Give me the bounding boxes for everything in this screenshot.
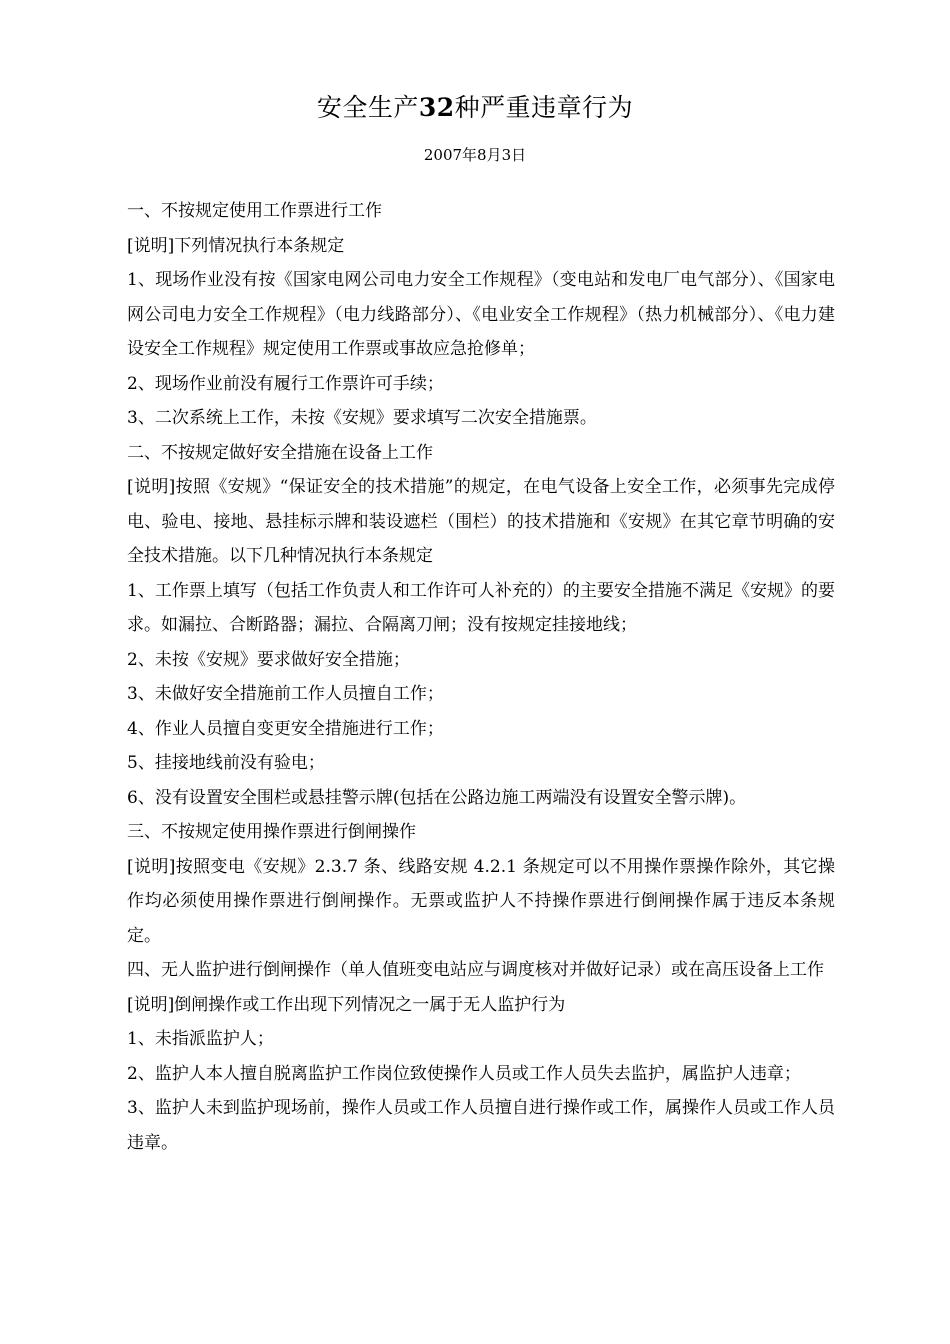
section-heading-2: 二、不按规定做好安全措施在设备上工作: [127, 442, 433, 463]
title-number: 32: [418, 93, 455, 122]
title-text-before: 安全生产: [316, 93, 419, 122]
section-4-item-2: 2、监护人本人擅自脱离监护工作岗位致使操作人员或工作人员失去监护，属监护人违章；: [127, 1063, 801, 1084]
section-2-item-4: 4、作业人员擅自变更安全措施进行工作；: [127, 718, 444, 739]
section-note-4: [说明]倒闸操作或工作出现下列情况之一属于无人监护行为: [127, 994, 566, 1015]
document-date: 2007年8月3日: [423, 146, 527, 164]
section-heading-3: 三、不按规定使用操作票进行倒闸操作: [127, 822, 416, 842]
section-2-item-5: 5、挂接地线前没有验电；: [127, 753, 325, 773]
section-4-item-3: 3、监护人未到监护现场前，操作人员或工作人员擅自进行操作或工作，属操作人员或工作人员违章。: [127, 1098, 835, 1153]
section-2-item-6: 6、没有设置安全围栏或悬挂警示牌(包括在公路边施工两端没有设置安全警示牌)。: [127, 787, 747, 808]
section-2-item-3: 3、未做好安全措施前工作人员擅自工作；: [127, 684, 444, 704]
section-heading-4: 四、无人监护进行倒闸操作（单人值班变电站应与调度核对并做好记录）或在高压设备上工作: [127, 960, 824, 980]
section-2-item-2: 2、未按《安规》要求做好安全措施；: [127, 649, 410, 670]
section-2-item-1: 1、工作票上填写（包括工作负责人和工作许可人补充的）的主要安全措施不满足《安规》的要求。如漏拉、合断路器；漏拉、合隔离刀闸；没有按规定挂接地线；: [127, 580, 835, 635]
section-4-item-1: 1、未指派监护人；: [127, 1029, 274, 1049]
section-1-item-1: 1、现场作业没有按《国家电网公司电力安全工作规程》（变电站和发电厂电气部分）、《国家电网公司电力安全工作规程》（电力线路部分）、《电业安全工作规程》（热力机械部分）、《电力建设安全工作规程》规定使用工作票或事故应急抢修单；: [127, 270, 835, 359]
section-heading-1: 一、不按规定使用工作票进行工作: [127, 201, 382, 221]
section-1-item-2: 2、现场作业前没有履行工作票许可手续；: [127, 373, 444, 394]
document-title: [0, 88, 950, 128]
title-text-after: 种严重违章行为: [454, 93, 634, 122]
section-1-item-3: 3、二次系统上工作，未按《安规》要求填写二次安全措施票。: [127, 408, 597, 428]
document-body: [127, 194, 835, 1160]
section-note-2: [说明]按照《安规》“保证安全的技术措施”的规定，在电气设备上安全工作，必须事先完成停电、验电、接地、悬挂标示牌和装设遮栏（围栏）的技术措施和《安规》在其它章节明确的安全技术措施。以下几种情况执行本条规定: [127, 477, 835, 566]
section-note-1: [说明]下列情况执行本条规定: [127, 235, 345, 256]
section-note-3: [说明]按照变电《安规》2.3.7 条、线路安规 4.2.1 条规定可以不用操作票操作除外，其它操作均必须使用操作票进行倒闸操作。无票或监护人不持操作票进行倒闸操作属于违反本条规定。: [127, 856, 835, 946]
